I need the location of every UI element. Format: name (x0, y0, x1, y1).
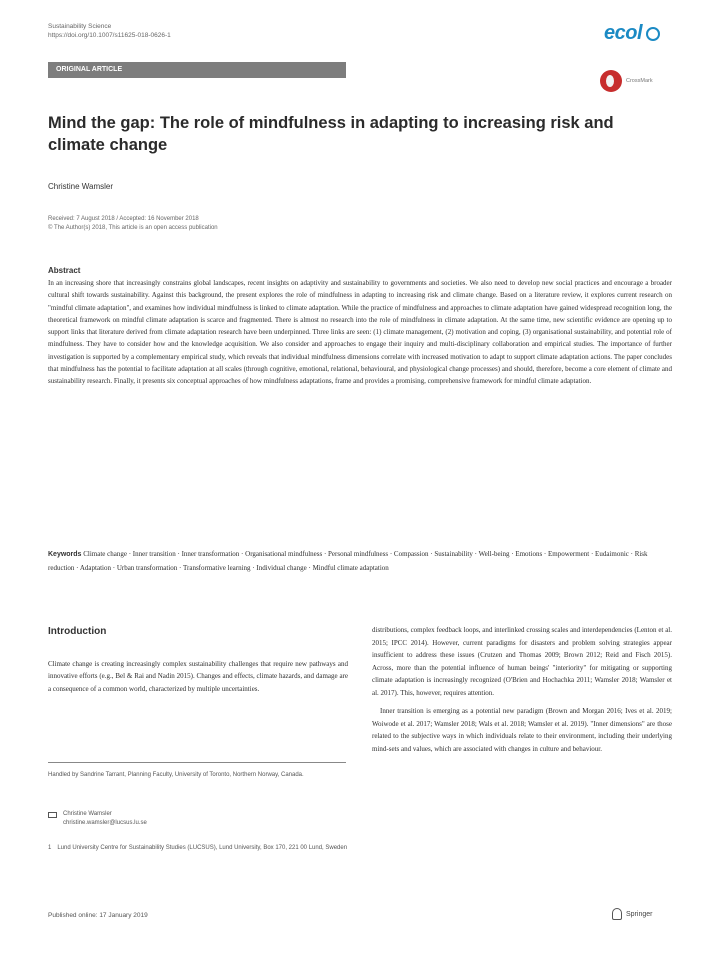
journal-name: Sustainability Science (48, 23, 112, 30)
intro-right-column (372, 624, 672, 755)
section-label: ORIGINAL ARTICLE (48, 62, 346, 78)
affiliation (48, 844, 348, 853)
crossmark-icon (600, 70, 622, 92)
publisher-logo (604, 22, 660, 45)
springer-horse-icon (612, 908, 622, 920)
crossmark-button[interactable] (600, 70, 653, 92)
handling-editor-note: Handled by Sandrine Tarrant, Planning Faculty, University of Toronto, Northern Norway, Canada. (48, 772, 304, 778)
abstract-text: In an increasing shore that increasingly constrains global landscapes, recent insights on adaptivity and sustainability to governments and societies. We also need to develop new social practices and encourage a broader cultural shift towards sustainability. Against this background, the present explores the role of mindfulness in adapting to increasing risk and climate change. Based on a literature review, it explores current research on "mindful climate adaptation", and examines how individual mindfulness is linked to climate adaptation. While the practice of mindfulness and approaches to climate adaptation have gained widespread recognition long, the theoretical framework on mindful climate adaptation is scarce and fragmented. There is almost no research into the role of mindfulness in climate adaptation. At the same time, new scientific evidence are opening up to support links that literature derived from climate adaptation research have been underpinned. Three links are seen: (1) climate management, (2) motivation and coping, (3) organisational sustainability, and potential role of mindfulness. They have to consider how and the knowledge acquisition. We also consider and approaches to engage their inquiry and multi-disciplinary collaboration and empirical studies. The importance of further investigation is supported by a complementary empirical study, which reveals that individual mindfulness dimensions correlate with increased motivation to adapt to support climate adaptation actions. The paper concludes that mindfulness has the potential to facilitate adaptation at all scales (through cognitive, emotional, relational, behavioural, and physiological change processes) and should, therefore, become a core element of climate and sustainability research. Finally, it presents six conceptual approaches of how mindfulness adaptations, frame and provides a promising, comprehensive framework for mindful climate adaptation. (48, 279, 672, 386)
corresponding-author (48, 810, 348, 828)
article-title: Mind the gap: The role of mindfulness in adapting to increasing risk and climate change (48, 114, 614, 154)
received-accepted-dates: Received: 7 August 2018 / Accepted: 16 November 2018 (48, 216, 199, 222)
introduction-heading: Introduction (48, 626, 107, 637)
keywords (48, 548, 672, 574)
author-name[interactable]: Christine Wamsler (48, 182, 114, 191)
copyright-line: © The Author(s) 2018, This article is an open access publication (48, 225, 218, 231)
published-date: Published online: 17 January 2019 (48, 912, 148, 919)
article-dates (48, 215, 218, 233)
logo-circle-icon (646, 27, 660, 41)
springer-logo (612, 908, 652, 920)
journal-info (48, 22, 171, 40)
springer-label: Springer (626, 910, 653, 918)
contact-email[interactable]: christine.wamsler@lucsus.lu.se (63, 820, 147, 826)
footnote-divider (48, 762, 346, 763)
right-paragraph-2: Inner transition is emerging as a potential new paradigm (Brown and Morgan 2016; Ives et al. 2019; Woiwode et al. 2017; Wamsler 2018; Wals et al. 2018; Wamsler et al. 2019). "Inner dimensions" are those related to the subjective ways in which individuals relate to their environment, including their underlying mind-sets and values, which are associated with changes in culture and behaviour. (372, 707, 672, 753)
affiliation-number: 1 (48, 845, 52, 851)
affiliation-text: Lund University Centre for Sustainability Studies (LUCSUS), Lund University, Box 170, 221 00 Lund, Sweden (57, 845, 348, 851)
keywords-list: Climate change · Inner transition · Inner transformation · Organisational mindfulness · Personal mindfulness · Compassion · Sustainability · Well-being · Emotions · Empowerment · Eudaimonic · Risk reduction · Adaptation · Urban transformation · Transformative learning · Individual change · Mindful climate adaptation (48, 550, 648, 572)
keywords-heading: Keywords (48, 551, 82, 558)
right-paragraph-1: distributions, complex feedback loops, and interlinked crossing scales and interdependencies (Lenton et al. 2015; IPCC 2014). However, current paradigms for disasters and problem solving strategies appear insufficient to address these issues (Crutzen and Thomas 2009; Brown 2012; Reid and Fisch 2015). Across, more than the potential influence of human beings' "interiority" for mitigating or supporting climate adaptation is increasingly recognized (O'Brien and Hochachka 2011; Wamsler 2018; Wamsler et al. 2017). This, however, requires attention. (372, 626, 672, 697)
abstract-heading: Abstract (48, 266, 81, 275)
contact-name: Christine Wamsler (63, 811, 112, 817)
crossmark-label: CrossMark (626, 78, 653, 84)
doi-link[interactable]: https://doi.org/10.1007/s11625-018-0626-1 (48, 32, 171, 39)
intro-left-text: Climate change is creating increasingly complex sustainability challenges that require new pathways and innovative efforts (e.g., Bel & Rai and Nadin 2015). Changes and effects, climate hazards, and damage are a consequence of a common world, characterized by multiple uncertainties. (48, 660, 348, 693)
envelope-icon (48, 812, 57, 818)
logo-text: ecol (604, 22, 643, 44)
